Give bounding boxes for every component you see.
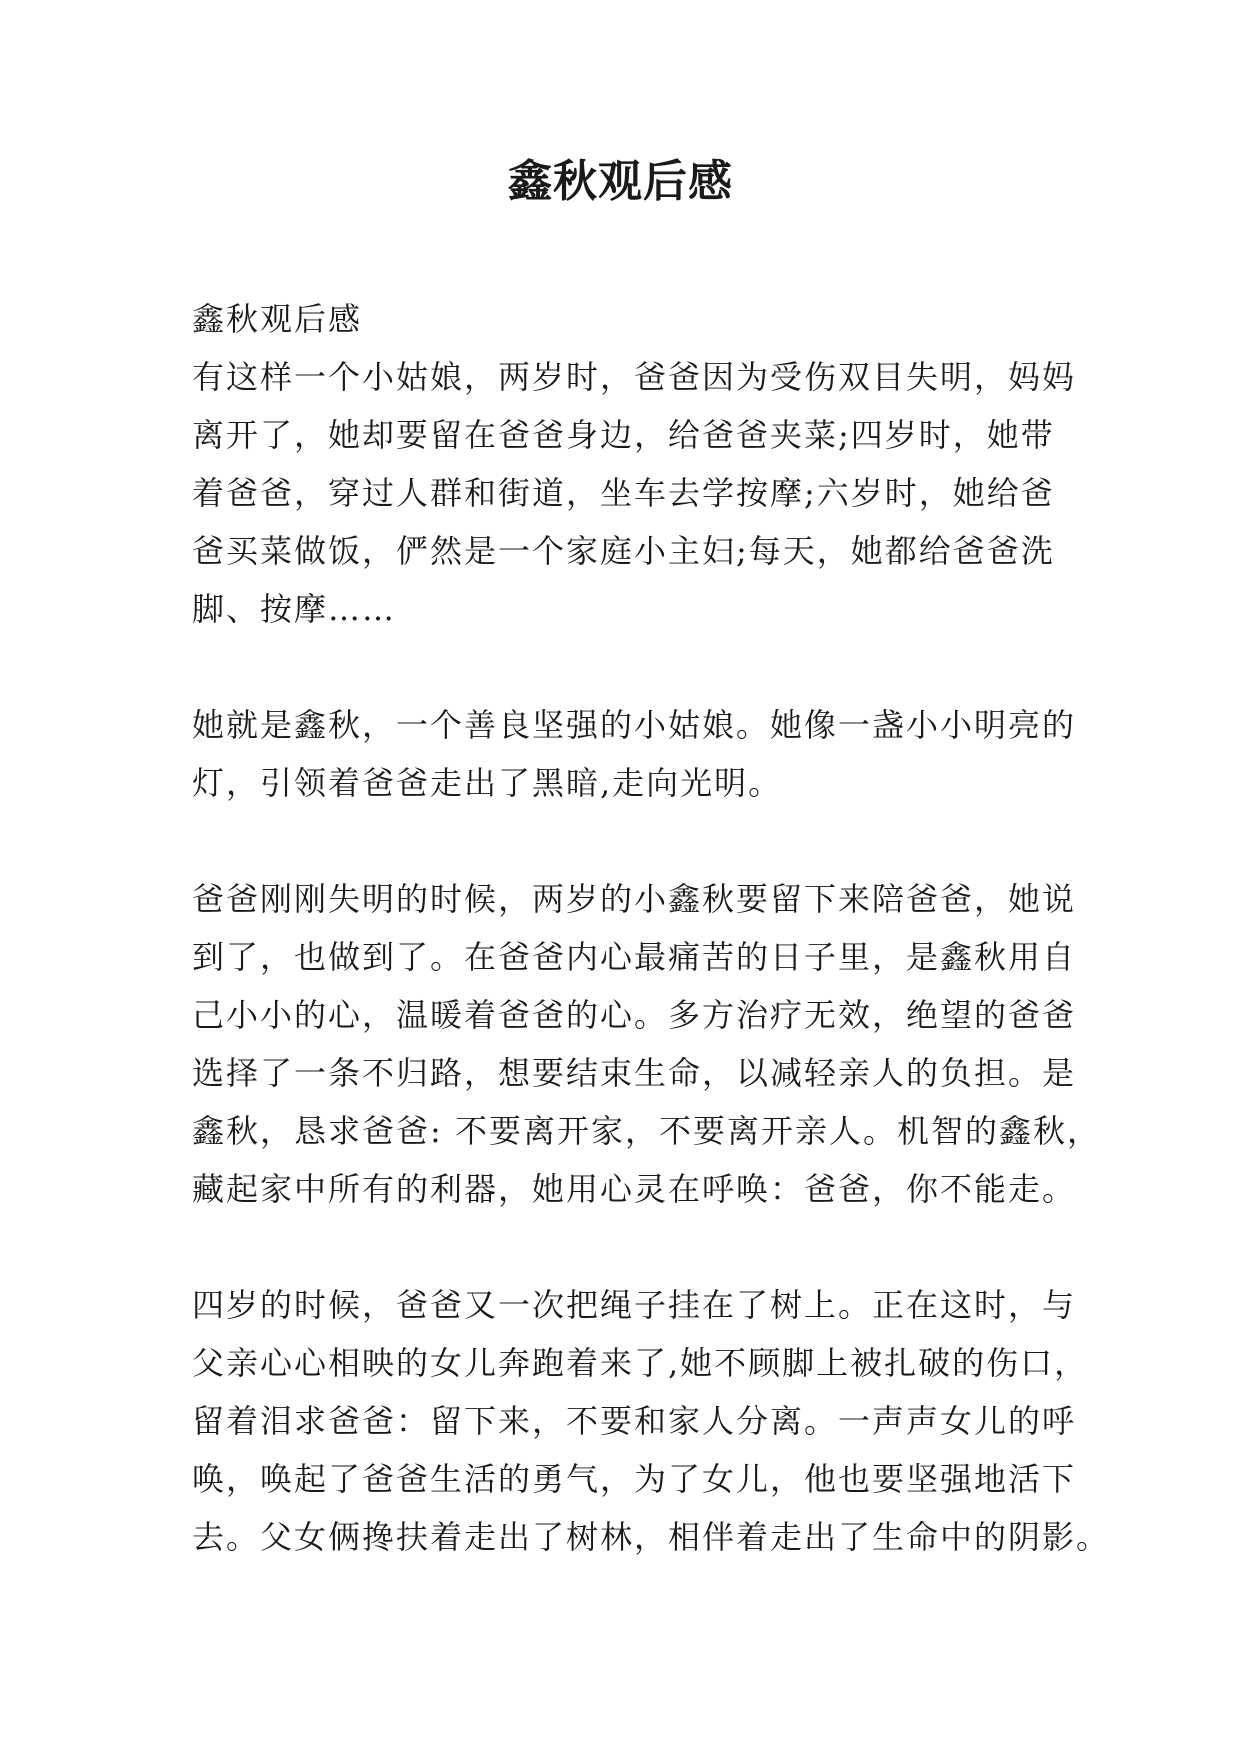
text-line: 到了，也做到了。在爸爸内心最痛苦的日子里，是鑫秋用自 — [192, 938, 1077, 976]
paragraph — [192, 348, 1077, 638]
text-line: 藏起家中所有的利器，她用心灵在呼唤：爸爸，你不能走。 — [192, 1170, 1077, 1208]
text-line: 爸爸刚刚失明的时候，两岁的小鑫秋要留下来陪爸爸，她说 — [192, 880, 1077, 918]
text-line: 爸买菜做饭，俨然是一个家庭小主妇;每天，她都给爸爸洗 — [192, 532, 1055, 570]
text-line: 去。父女俩搀扶着走出了树林，相伴着走出了生命中的阴影。 — [192, 1518, 1111, 1556]
text-line: 四岁的时候，爸爸又一次把绳子挂在了树上。正在这时，与 — [192, 1286, 1077, 1324]
document-title: 鑫秋观后感 — [508, 156, 733, 207]
text-line: 脚、按摩…… — [192, 590, 397, 628]
text-line: 唤，唤起了爸爸生活的勇气，为了女儿，他也要坚强地活下 — [192, 1460, 1077, 1498]
text-line: 有这样一个小姑娘，两岁时，爸爸因为受伤双目失明，妈妈 — [192, 358, 1077, 396]
paragraph-spacer — [192, 1218, 1072, 1276]
text-line: 离开了，她却要留在爸爸身边，给爸爸夹菜;四岁时，她带 — [192, 416, 1055, 454]
paragraph-spacer — [192, 812, 1072, 870]
text-line: 着爸爸，穿过人群和街道，坐车去学按摩;六岁时，她给爸 — [192, 474, 1055, 512]
paragraph-spacer — [192, 638, 1072, 696]
paragraph — [192, 1276, 1111, 1566]
document-body — [192, 290, 1111, 1566]
text-line: 选择了一条不归路，想要结束生命，以减轻亲人的负担。是 — [192, 1054, 1077, 1092]
text-line: 鑫秋，恳求爸爸: 不要离开家，不要离开亲人。机智的鑫秋， — [192, 1112, 1101, 1150]
paragraph — [192, 696, 1077, 812]
text-line: 鑫秋观后感 — [192, 300, 363, 338]
text-line: 父亲心心相映的女儿奔跑着来了,她不顾脚上被扎破的伤口， — [192, 1344, 1089, 1382]
paragraph-heading — [192, 290, 1072, 348]
text-line: 己小小的心，温暖着爸爸的心。多方治疗无效，绝望的爸爸 — [192, 996, 1077, 1034]
paragraph — [192, 870, 1101, 1218]
text-line: 她就是鑫秋，一个善良坚强的小姑娘。她像一盏小小明亮的 — [192, 706, 1077, 744]
text-line: 留着泪求爸爸：留下来，不要和家人分离。一声声女儿的呼 — [192, 1402, 1077, 1440]
text-line: 灯，引领着爸爸走出了黑暗,走向光明。 — [192, 764, 783, 802]
